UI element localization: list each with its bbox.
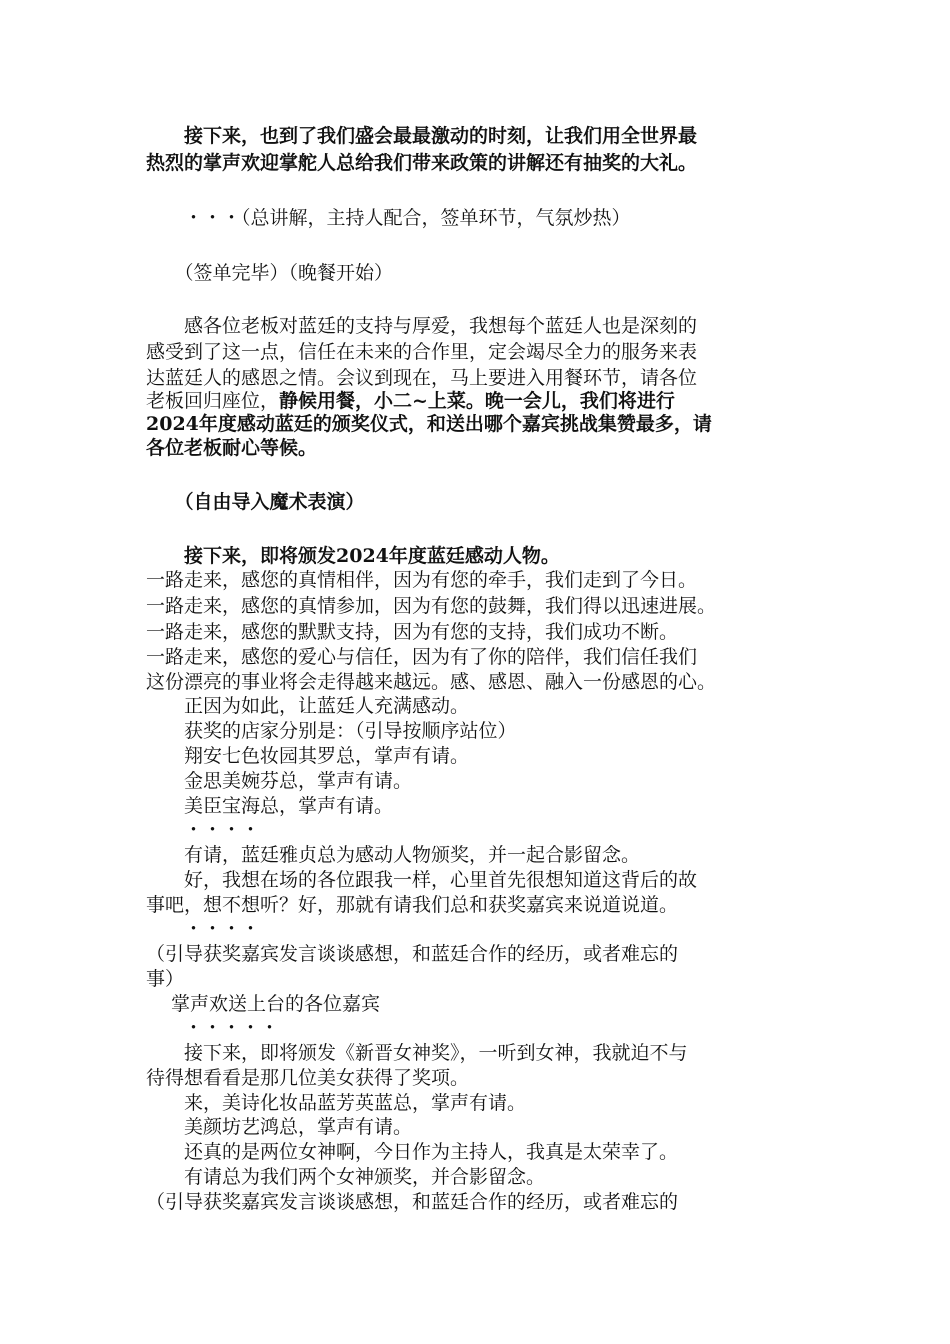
award-line: 美臣宝海总，掌声有请。 <box>146 795 394 817</box>
ellipsis-dots: ・・・・・ <box>146 1017 280 1039</box>
award-line: 一路走来，感您的默默支持，因为有您的支持，我们成功不断。 <box>146 621 679 643</box>
award-line: 正因为如此，让蓝廷人充满感动。 <box>146 695 470 717</box>
award-line: 一路走来，感您的真情相伴，因为有您的牵手，我们走到了今日。 <box>146 569 698 591</box>
thanks-line-5: 2024年度感动蓝廷的颁奖仪式，和送出哪个嘉宾挑战集赞最多，请 <box>146 413 712 435</box>
thanks-line-4-bold: 静候用餐，小二~上菜。晚一会儿，我们将进行 <box>279 390 675 412</box>
thanks-line-4-normal: 老板回归座位， <box>146 390 280 412</box>
award-line: 接下来，即将颁发《新晋女神奖》，一听到女神，我就迫不与 <box>146 1042 688 1064</box>
thanks-line-3: 达蓝廷人的感恩之情。会议到现在，马上要进入用餐环节，请各位 <box>146 367 698 389</box>
thanks-line-6: 各位老板耐心等候。 <box>146 437 318 459</box>
stage-note-explain: ・・・（总讲解，主持人配合，签单环节，气氛炒热） <box>146 207 631 229</box>
award-line: 事吧，想不想听？好，那就有请我们总和获奖嘉宾来说道说道。 <box>146 894 679 916</box>
ellipsis-dots: ・・・・ <box>146 819 261 841</box>
stage-note-magic: （自由导入魔术表演） <box>146 491 365 513</box>
intro-line-1: 接下来，也到了我们盛会最最激动的时刻，让我们用全世界最 <box>146 125 698 147</box>
intro-line-2: 热烈的掌声欢迎掌舵人总给我们带来政策的讲解还有抽奖的大礼。 <box>146 152 698 174</box>
stage-note-dinner: （签单完毕）（晚餐开始） <box>146 262 394 284</box>
award-line: 待得想看看是那几位美女获得了奖项。 <box>146 1067 470 1089</box>
thanks-line-2: 感受到了这一点，信任在未来的合作里，定会竭尽全力的服务来表 <box>146 341 698 363</box>
award-line: 金思美婉芬总，掌声有请。 <box>146 770 413 792</box>
award-line: 这份漂亮的事业将会走得越来越远。感、感恩、融入一份感恩的心。 <box>146 671 717 693</box>
thanks-line-4 <box>146 389 675 413</box>
award-line: 美颜坊艺鸿总，掌声有请。 <box>146 1116 413 1138</box>
award-line: 获奖的店家分别是：（引导按顺序站位） <box>146 720 517 742</box>
ellipsis-dots: ・・・・ <box>146 918 261 940</box>
award-line: 有请，蓝廷雅贞总为感动人物颁奖，并一起合影留念。 <box>146 844 641 866</box>
award-line: 有请总为我们两个女神颁奖，并合影留念。 <box>146 1166 546 1188</box>
thanks-line-1: 感各位老板对蓝廷的支持与厚爱，我想每个蓝廷人也是深刻的 <box>146 315 698 337</box>
award-line: （引导获奖嘉宾发言谈谈感想，和蓝廷合作的经历，或者难忘的 <box>146 943 679 965</box>
award-line: 还真的是两位女神啊，今日作为主持人，我真是太荣幸了。 <box>146 1141 679 1163</box>
award-line: 一路走来，感您的爱心与信任，因为有了你的陪伴，我们信任我们 <box>146 646 698 668</box>
award-line: 来，美诗化妆品蓝芳英蓝总，掌声有请。 <box>146 1092 527 1114</box>
award-line: （引导获奖嘉宾发言谈谈感想，和蓝廷合作的经历，或者难忘的 <box>146 1191 679 1213</box>
award-heading: 接下来，即将颁发2024年度蓝廷感动人物。 <box>146 545 560 567</box>
award-line: 事） <box>146 968 185 990</box>
award-line: 一路走来，感您的真情参加，因为有您的鼓舞，我们得以迅速进展。 <box>146 595 717 617</box>
award-line: 翔安七色妆园其罗总，掌声有请。 <box>146 745 470 767</box>
award-line: 好，我想在场的各位跟我一样，心里首先很想知道这背后的故 <box>146 869 698 891</box>
award-line: 掌声欢送上台的各位嘉宾 <box>146 993 381 1015</box>
